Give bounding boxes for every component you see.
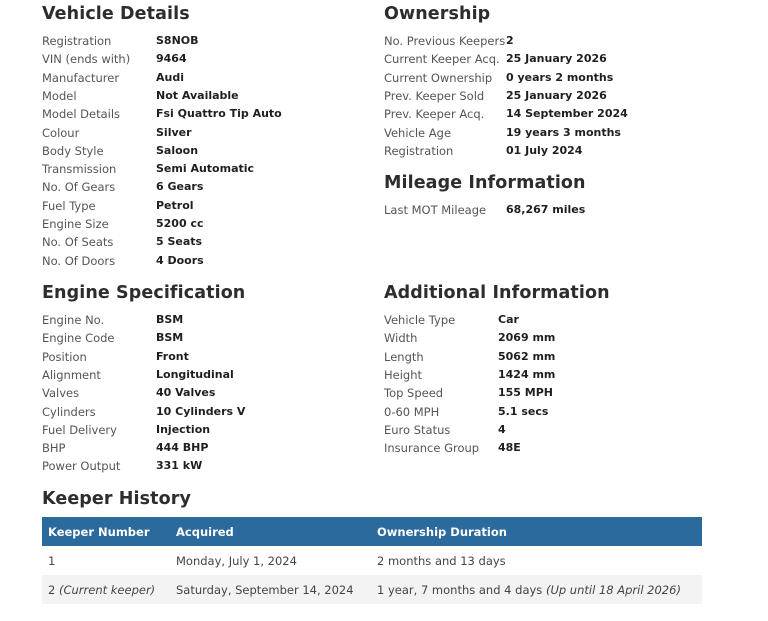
duration-cell: 2 months and 13 days	[377, 554, 506, 568]
column-header-acquired: Acquired	[176, 525, 234, 539]
additional-info-label: Length	[384, 349, 424, 364]
additional-title: Additional Information	[384, 283, 610, 303]
keeper-history-title: Keeper History	[42, 489, 191, 509]
engine-spec-value: Front	[156, 349, 189, 363]
additional-info-value: 2069 mm	[498, 331, 556, 345]
engine-title: Engine Specification	[42, 283, 246, 303]
column-header-ownership-duration: Ownership Duration	[377, 525, 507, 539]
additional-info-label: Insurance Group	[384, 441, 480, 456]
engine-spec-value: 40 Valves	[156, 386, 216, 400]
additional-info-label: Width	[384, 331, 418, 346]
engine-spec-label: Engine No.	[42, 313, 105, 327]
vehicle-detail-value: 4 Doors	[156, 253, 204, 267]
engine-spec-value: 331 kW	[156, 459, 203, 473]
vehicle-detail-label: Transmission	[42, 162, 117, 177]
vehicle-detail-label: Manufacturer	[42, 70, 120, 85]
vehicle-detail-label: VIN (ends with)	[42, 52, 131, 67]
engine-spec-value: Longitudinal	[156, 367, 234, 381]
vehicle-details-title: Vehicle Details	[42, 4, 190, 24]
vehicle-detail-label: Model	[42, 88, 77, 103]
vehicle-detail-value: Semi Automatic	[156, 162, 255, 176]
keeper-number-cell	[48, 583, 155, 597]
vehicle-detail-value: 5200 cc	[156, 217, 204, 230]
duration-value: 1 year, 7 months and 4 days	[377, 583, 543, 597]
mileage-section	[384, 173, 744, 217]
keeper-note: (Current keeper)	[58, 583, 156, 597]
additional-info-label: Euro Status	[384, 422, 451, 437]
keeper-number: 1	[48, 554, 56, 568]
ownership-label: Registration	[384, 143, 454, 158]
ownership-label: Current Keeper Acq.	[384, 52, 500, 67]
acquired-cell: Saturday, September 14, 2024	[176, 583, 354, 597]
engine-spec-label: Valves	[42, 386, 80, 401]
vehicle-detail-value: S8NOB	[156, 34, 199, 47]
engine-spec-value: BSM	[156, 313, 184, 326]
engine-spec-label: Cylinders	[42, 404, 96, 419]
additional-info-label: Vehicle Type	[384, 313, 456, 327]
ownership-label: Vehicle Age	[384, 125, 452, 140]
vehicle-detail-label: No. Of Gears	[42, 180, 116, 195]
ownership-value: 19 years 3 months	[506, 125, 621, 139]
additional-info-label: 0-60 MPH	[384, 404, 440, 419]
vehicle-detail-value: 9464	[156, 52, 187, 66]
keeper-history-section	[42, 489, 704, 597]
additional-info-value: 4	[498, 422, 506, 436]
additional-info-value: 5062 mm	[498, 349, 556, 363]
additional-info-value: 48E	[498, 441, 521, 455]
vehicle-detail-label: Model Details	[42, 107, 121, 122]
keeper-number: 2	[48, 583, 56, 597]
column-header-keeper-number: Keeper Number	[48, 525, 150, 539]
ownership-title: Ownership	[384, 4, 491, 24]
engine-section	[42, 283, 362, 474]
additional-info-value: 155 MPH	[498, 386, 554, 400]
table-row	[42, 546, 702, 575]
vehicle-detail-value: Audi	[156, 70, 184, 84]
engine-spec-label: Power Output	[42, 459, 121, 474]
ownership-label: Prev. Keeper Sold	[384, 88, 485, 103]
acquired-cell: Monday, July 1, 2024	[176, 554, 297, 568]
additional-info-value: 5.1 secs	[498, 404, 549, 418]
keeper-history-header	[42, 517, 702, 546]
additional-info-label: Height	[384, 367, 423, 382]
vehicle-detail-label: Engine Size	[42, 217, 109, 231]
engine-spec-label: BHP	[42, 441, 66, 456]
ownership-value: 25 January 2026	[506, 52, 607, 66]
table-row	[42, 575, 702, 604]
vehicle-detail-value: 5 Seats	[156, 235, 203, 249]
additional-section	[384, 283, 744, 456]
additional-info-label: Top Speed	[384, 386, 444, 401]
vehicle-detail-value: Saloon	[156, 143, 199, 157]
mileage-title: Mileage Information	[384, 173, 586, 193]
additional-info-value: Car	[498, 313, 519, 326]
engine-spec-value: Injection	[156, 422, 211, 436]
additional-info-value: 1424 mm	[498, 367, 556, 381]
vehicle-detail-value: Silver	[156, 125, 192, 139]
ownership-label: No. Previous Keepers	[384, 34, 506, 48]
engine-spec-value: BSM	[156, 331, 184, 345]
ownership-value: 25 January 2026	[506, 88, 607, 102]
engine-spec-label: Position	[42, 349, 87, 364]
engine-spec-label: Fuel Delivery	[42, 422, 117, 437]
vehicle-detail-value: Not Available	[156, 88, 239, 102]
mileage-value: 68,267 miles	[506, 203, 586, 216]
vehicle-detail-label: Colour	[42, 125, 80, 140]
engine-spec-value: 444 BHP	[156, 441, 209, 455]
vehicle-detail-label: No. Of Doors	[42, 253, 116, 268]
engine-spec-value: 10 Cylinders V	[156, 404, 246, 418]
ownership-value: 14 September 2024	[506, 107, 628, 121]
ownership-value: 0 years 2 months	[506, 70, 614, 84]
vehicle-detail-label: Fuel Type	[42, 198, 96, 213]
vehicle-detail-label: No. Of Seats	[42, 235, 114, 250]
vehicle-detail-value: 6 Gears	[156, 180, 204, 194]
duration-note: (Up until 18 April 2026)	[545, 583, 681, 597]
ownership-label: Current Ownership	[384, 70, 493, 85]
mileage-label: Last MOT Mileage	[384, 203, 487, 217]
engine-spec-label: Engine Code	[42, 331, 115, 346]
engine-spec-label: Alignment	[42, 367, 101, 382]
duration-cell	[377, 583, 681, 597]
vehicle-detail-value: Petrol	[156, 198, 194, 212]
ownership-label: Prev. Keeper Acq.	[384, 107, 485, 122]
vehicle-detail-label: Registration	[42, 34, 112, 48]
ownership-value: 01 July 2024	[506, 143, 583, 157]
vehicle-details-section	[42, 4, 362, 268]
keeper-number-cell	[48, 554, 55, 568]
vehicle-detail-value: Fsi Quattro Tip Auto	[156, 107, 282, 121]
ownership-value: 2	[506, 34, 514, 47]
vehicle-detail-label: Body Style	[42, 143, 104, 158]
ownership-section	[384, 4, 744, 158]
